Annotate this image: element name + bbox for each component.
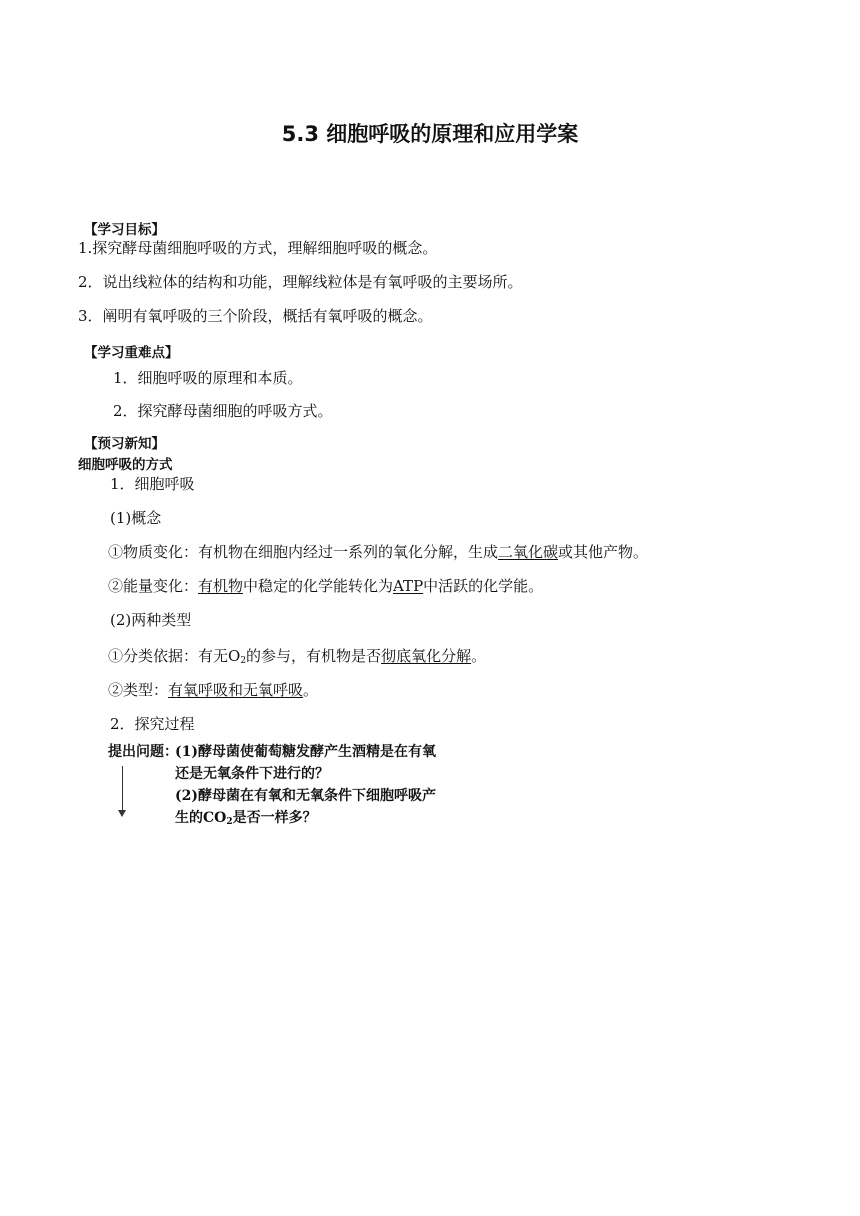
flow-arrow-line [122, 766, 123, 812]
key-point-item: 1．细胞呼吸的原理和本质。 [113, 369, 303, 387]
key-points-heading: 【学习重难点】 [84, 345, 179, 361]
arrow-down-icon [118, 810, 126, 817]
answer-co2: 二氧化碳 [498, 543, 559, 561]
inquiry-q1-line1: (1)酵母菌使葡萄糖发酵产生酒精是在有氧 [175, 744, 436, 760]
answer-oxidation: 彻底氧化分解 [381, 647, 472, 665]
key-point-item: 2．探究酵母菌细胞的呼吸方式。 [113, 402, 333, 420]
preview-heading: 【预习新知】 [84, 436, 165, 452]
preview-subheading: 细胞呼吸的方式 [78, 457, 173, 473]
energy-change-line: ②能量变化：有机物中稳定的化学能转化为ATP中活跃的化学能。 [108, 577, 544, 595]
inquiry-q1-line2: 还是无氧条件下进行的？ [175, 766, 329, 782]
inquiry-q2-line1: (2)酵母菌在有氧和无氧条件下细胞呼吸产 [175, 788, 436, 804]
objective-item: 3．阐明有氧呼吸的三个阶段，概括有氧呼吸的概念。 [78, 307, 433, 325]
types-line: ②类型：有氧呼吸和无氧呼吸。 [108, 681, 319, 699]
answer-organic: 有机物 [198, 577, 244, 595]
subsection-types: (2)两种类型 [110, 611, 192, 629]
objectives-heading: 【学习目标】 [84, 222, 165, 238]
objective-item: 2．说出线粒体的结构和功能，理解线粒体是有氧呼吸的主要场所。 [78, 273, 523, 291]
classification-line: ①分类依据：有无$O_2$的参与，有机物是否彻底氧化分解。 [108, 647, 487, 666]
page-title: 5.3 细胞呼吸的原理和应用学案 [281, 122, 579, 146]
section-cell-respiration: 1．细胞呼吸 [110, 475, 195, 493]
inquiry-label: 提出问题： [108, 744, 178, 760]
answer-types: 有氧呼吸和无氧呼吸 [168, 681, 304, 699]
section-inquiry: 2．探究过程 [110, 715, 195, 733]
answer-atp: ATP [393, 577, 424, 595]
objective-item: 1.探究酵母菌细胞呼吸的方式，理解细胞呼吸的概念。 [78, 239, 438, 257]
inquiry-q2-line2: 生的$CO_2$是否一样多？ [175, 810, 317, 827]
subsection-concept: (1)概念 [110, 509, 162, 527]
material-change-line: ①物质变化：有机物在细胞内经过一系列的氧化分解，生成二氧化碳或其他产物。 [108, 543, 649, 561]
